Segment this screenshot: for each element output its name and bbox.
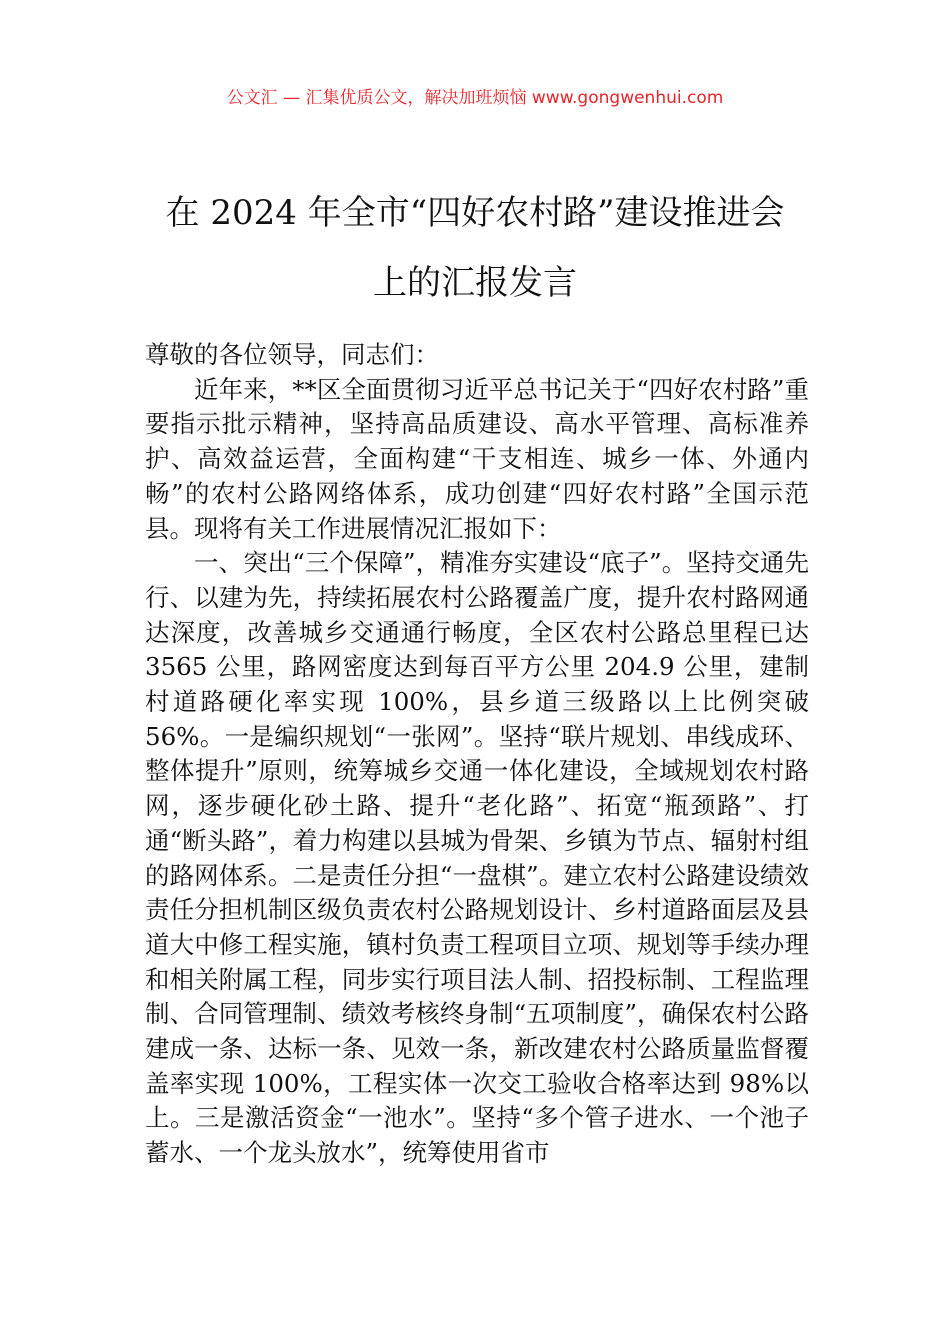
document-body: [145, 338, 809, 1171]
paragraph-intro: 近年来，**区全面贯彻习近平总书记关于“四好农村路”重要指示批示精神，坚持高品质建设、高水平管理、高标准养护、高效益运营，全面构建“干支相连、城乡一体、外通内畅”的农村公路网络体系，成功创建“四好农村路”全国示范县。现将有关工作进展情况汇报如下：: [145, 374, 809, 543]
header-banner: 公文汇 — 汇集优质公文，解决加班烦恼 www.gongwenhui.com: [226, 88, 724, 108]
document-title: [60, 178, 890, 318]
paragraph-section-one: 一、突出“三个保障”，精准夯实建设“底子”。坚持交通先行、以建为先，持续拓展农村公路覆盖广度，提升农村路网通达深度，改善城乡交通通行畅度，全区农村公路总里程已达 3565 公里，路网密度达到每百平方公里 204.9 公里，建制村道路硬化率实现 100%，县乡道三级路以上比例突破 56%。一是编织规划“一张网”。坚持“联片规划、串线成环、整体提升”原则，统筹城乡交通一体化建设，全域规划农村路网，逐步硬化砂土路、提升“老化路”、拓宽“瓶颈路”、打通“断头路”，着力构建以县城为骨架、乡镇为节点、辐射村组的路网体系。二是责任分担“一盘棋”。建立农村公路建设绩效责任分担机制区级负责农村公路规划设计、乡村道路面层及县道大中修工程实施，镇村负责工程项目立项、规划等手续办理和相关附属工程，同步实行项目法人制、招投标制、工程监理制、合同管理制、绩效考核终身制“五项制度”，确保农村公路建成一条、达标一条、见效一条，新改建农村公路质量监督覆盖率实现 100%，工程实体一次交工验收合格率达到 98%以上。三是激活资金“一池水”。坚持“多个管子进水、一个池子蓄水、一个龙头放水”，统筹使用省市: [145, 548, 809, 1168]
salutation: 尊敬的各位领导，同志们：: [145, 340, 439, 369]
title-line-1: 在 2024 年全市“四好农村路”建设推进会: [165, 193, 785, 233]
title-line-2: 上的汇报发言: [373, 263, 577, 303]
